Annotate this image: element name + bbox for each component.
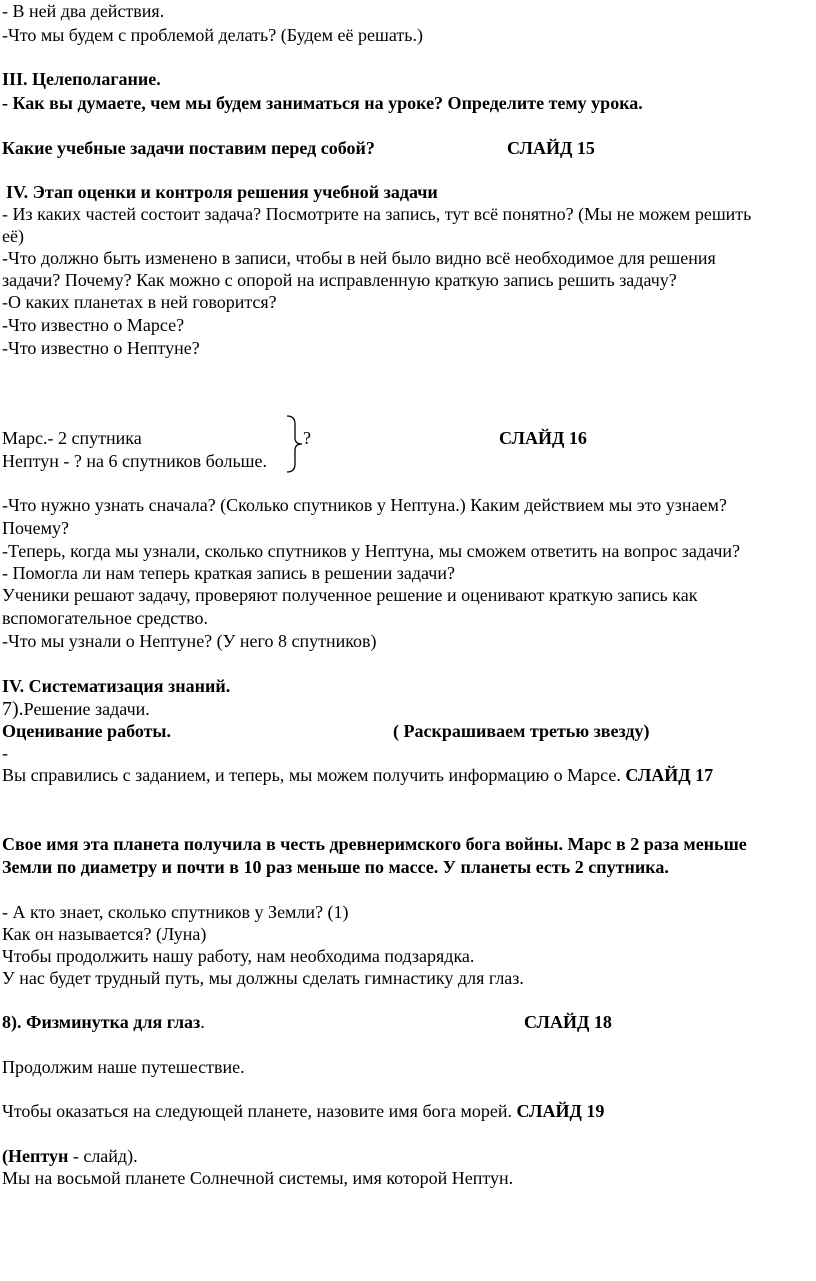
section-heading-goal-setting: III. Целеполагание. xyxy=(2,69,161,89)
text-line: -О каких планетах в ней говорится? xyxy=(2,292,277,312)
subheading-solution xyxy=(2,698,150,720)
text-line: - Помогла ли нам теперь краткая запись в решении задачи? xyxy=(2,563,455,583)
text-line: Чтобы продолжить нашу работу, нам необходима подзарядка. xyxy=(2,946,475,966)
eye-exercise-heading xyxy=(2,1011,205,1033)
slide-16-label: СЛАЙД 16 xyxy=(499,428,587,448)
neptune-condition: Нептун - ? на 6 спутников больше. xyxy=(2,451,268,471)
section-heading-evaluation: IV. Этап оценки и контроля решения учебной задачи xyxy=(6,182,438,202)
star-coloring-note: ( Раскрашиваем третью звезду) xyxy=(393,721,650,741)
text-line: Продолжим наше путешествие. xyxy=(2,1057,245,1077)
text-line: Ученики решают задачу, проверяют полученное решение и оценивают краткую запись как xyxy=(2,585,698,605)
learning-tasks-question: Какие учебные задачи поставим перед собой? xyxy=(2,138,375,158)
item-number: 7). xyxy=(2,698,24,720)
heading-text: 8). Физминутка для глаз xyxy=(2,1012,201,1032)
question-mark: ? xyxy=(303,428,311,448)
text: Чтобы оказаться на следующей планете, назовите имя бога морей. xyxy=(2,1101,517,1121)
text-line: -Что мы будем с проблемой делать? (Будем её решать.) xyxy=(2,25,423,45)
slide-17-label: СЛАЙД 17 xyxy=(625,765,714,785)
slide-18-label: СЛАЙД 18 xyxy=(524,1012,612,1032)
text-line: её) xyxy=(2,226,24,246)
evaluation-label: Оценивание работы. xyxy=(2,721,171,741)
text-line: -Что мы узнали о Нептуне? (У него 8 спутников) xyxy=(2,631,377,651)
text-line: -Что нужно узнать сначала? (Сколько спутников у Нептуна.) Каким действием мы это узнаем? xyxy=(2,495,727,515)
slide-15-label: СЛАЙД 15 xyxy=(507,138,595,158)
dash-line: - xyxy=(2,743,8,763)
text-line: Почему? xyxy=(2,518,69,538)
section-heading-systematization: IV. Систематизация знаний. xyxy=(2,676,231,696)
text-line: -Что должно быть изменено в записи, чтобы в ней было видно всё необходимое для решения xyxy=(2,248,716,268)
text-line: вспомогательное средство. xyxy=(2,608,208,628)
neptune-slide-note xyxy=(2,1145,138,1167)
slide-19-label: СЛАЙД 19 xyxy=(516,1101,605,1121)
subheading-text: Решение задачи. xyxy=(23,699,150,719)
text-line: У нас будет трудный путь, мы должны сделать гимнастику для глаз. xyxy=(2,968,524,988)
text-line: Мы на восьмой планете Солнечной системы, имя которой Нептун. xyxy=(2,1168,514,1188)
mars-info-line: Земли по диаметру и почти в 10 раз меньше по массе. У планеты есть 2 спутника. xyxy=(2,857,669,877)
goal-question: - Как вы думаете, чем мы будем заниматься на уроке? Определите тему урока. xyxy=(2,93,643,113)
mars-condition: Марс.- 2 спутника xyxy=(2,428,142,448)
text-line-with-slide xyxy=(2,1100,604,1122)
text-line: -Что известно о Нептуне? xyxy=(2,338,200,358)
text-line: -Что известно о Марсе? xyxy=(2,315,185,335)
neptune-bold: (Нептун xyxy=(2,1146,69,1166)
text-line: - Из каких частей состоит задача? Посмотрите на запись, тут всё понятно? (Мы не можем решить xyxy=(2,204,752,224)
mars-info-line: Свое имя эта планета получила в честь древнеримского бога войны. Марс в 2 раза меньше xyxy=(2,834,747,854)
text-line: Как он называется? (Луна) xyxy=(2,924,207,944)
text-line: - А кто знает, сколько спутников у Земли? (1) xyxy=(2,902,349,922)
text-line-with-slide xyxy=(2,764,713,786)
text: Вы справились с заданием, и теперь, мы можем получить информацию о Марсе. xyxy=(2,765,626,785)
text-line: -Теперь, когда мы узнали, сколько спутников у Нептуна, мы сможем ответить на вопрос задачи? xyxy=(2,541,740,561)
text-line: задачи? Почему? Как можно с опорой на исправленную краткую запись решить задачу? xyxy=(2,270,677,290)
heading-dot: . xyxy=(200,1012,205,1032)
note-text: - слайд). xyxy=(68,1146,138,1166)
text-line: - В ней два действия. xyxy=(2,1,165,21)
